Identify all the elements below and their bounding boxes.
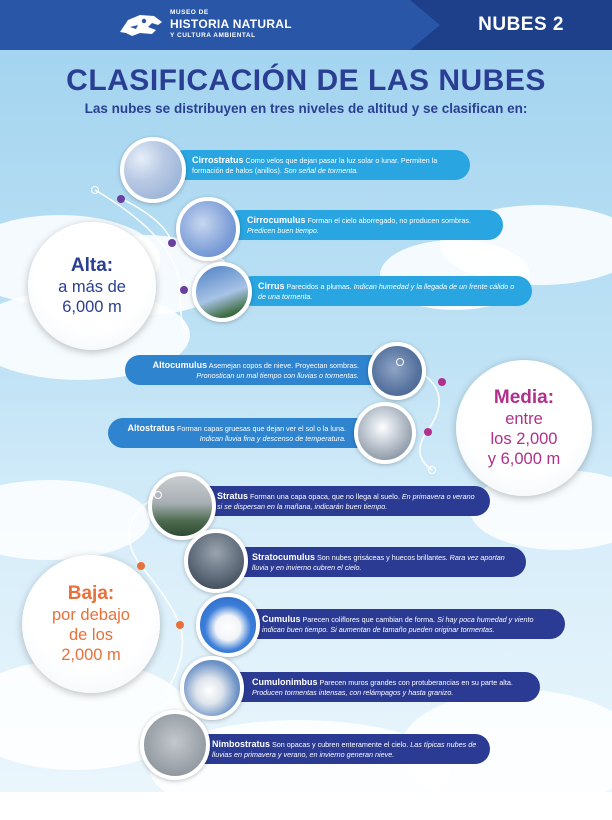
cloud-text: Forman una capa opaca, que no llega al suelo. <box>250 491 400 501</box>
level-baja-title: Baja: <box>67 583 115 604</box>
cloud-description <box>252 677 530 698</box>
cloud-text: Son opacas y cubren enteramente el cielo. <box>272 739 409 749</box>
connector-dot <box>154 491 162 499</box>
cloud-name: Stratus <box>217 490 249 501</box>
cloud-name: Nimbostratus <box>212 738 271 749</box>
cloud-description <box>217 491 480 512</box>
connector-dot <box>438 378 446 386</box>
cloud-name: Cumulonimbus <box>252 676 318 687</box>
level-alta-circle <box>28 222 156 350</box>
cloud-description <box>192 155 460 176</box>
cloud-card-nimbostratus <box>190 734 490 764</box>
cloud-italic: Indican lluvia fina y descenso de temperatura. <box>199 433 346 443</box>
cirrocumulus-photo <box>176 197 240 261</box>
cloud-italic: Son señal de tormenta. <box>283 165 359 175</box>
cloud-italic: Las típicas nubes de lluvias en primavera y verano, en invierno generan nieve. <box>212 739 477 759</box>
level-baja-desc: de los <box>68 626 114 644</box>
altostratus-photo <box>354 402 416 464</box>
logo-line-1: MUSEO DE <box>170 9 209 16</box>
cloud-description <box>247 215 493 236</box>
logo-line-3: Y CULTURA AMBIENTAL <box>170 32 256 39</box>
cloud-text: Parecen coliflores que cambian de forma. <box>302 614 436 624</box>
cloud-card-cirrus <box>238 276 532 306</box>
cloud-italic: Indican humedad y la llegada de un frente cálido o de una tormenta. <box>258 281 515 301</box>
cloud-name: Cirrostratus <box>192 154 244 165</box>
cloud-card-cirrocumulus <box>225 210 503 240</box>
level-media-desc: los 2,000 <box>490 430 558 448</box>
level-baja-desc: por debajo <box>52 606 130 624</box>
level-baja-desc: 2,000 m <box>61 646 121 664</box>
page-subtitle: Las nubes se distribuyen en tres niveles de altitud y se clasifican en: <box>84 101 528 116</box>
page-title: CLASIFICACIÓN DE LAS NUBES <box>66 64 546 97</box>
cloud-card-cirrostratus <box>170 150 470 180</box>
cloud-italic: Si hay poca humedad y viento indican buen tiempo. Si aumentan de tamaño pueden originar tormentas. <box>262 614 534 634</box>
cloud-text: Como velos que dejan pasar la luz solar o lunar. Permiten la formación de halos (anillos). <box>192 155 438 175</box>
cloud-italic: En primavera o verano si se dispersan en la mañana, indicarán buen tiempo. <box>217 491 475 511</box>
cloud-card-cumulus <box>240 609 565 639</box>
cloud-card-altocumulus <box>125 355 395 385</box>
connector-dot <box>168 239 176 247</box>
level-baja-circle <box>22 555 160 693</box>
connector-dot <box>424 428 432 436</box>
cloud-italic: Rara vez aportan lluvia y en invierno cubren el cielo. <box>252 552 505 572</box>
cloud-name: Stratocumulus <box>252 551 316 562</box>
logo-line-2: HISTORIA NATURAL <box>170 17 292 31</box>
cloud-text: Parecidos a plumas. <box>286 281 352 291</box>
connector-dot <box>181 326 189 334</box>
cloud-name: Altostratus <box>127 422 175 433</box>
cumulus-photo <box>196 593 260 657</box>
cloud-card-stratocumulus <box>230 547 526 577</box>
cirrostratus-photo <box>120 137 186 203</box>
cloud-description <box>258 281 522 302</box>
cloud-card-stratus <box>195 486 490 516</box>
nimbostratus-photo <box>140 710 210 780</box>
connector-dot <box>137 562 145 570</box>
cloud-description <box>137 360 359 381</box>
connector-dot <box>117 195 125 203</box>
cloud-card-cumulonimbus <box>222 672 540 702</box>
cloud-text: Forman el cielo aborregado, no producen sombras. <box>307 215 471 225</box>
cirrus-photo <box>192 262 252 322</box>
connector-dot <box>91 186 99 194</box>
connector-dot <box>180 286 188 294</box>
altocumulus-photo <box>368 342 426 400</box>
cloud-text: Asemejan copos de nieve. Proyectan sombras. <box>208 360 359 370</box>
cloud-description <box>262 614 555 635</box>
page-badge: NUBES 2 <box>478 14 564 35</box>
cloud-text: Son nubes grisáceas y huecos brillantes. <box>317 552 448 562</box>
level-alta-desc: 6,000 m <box>62 298 122 316</box>
stratocumulus-photo <box>184 529 248 593</box>
cloud-description <box>212 739 480 760</box>
level-alta-title: Alta: <box>70 255 114 276</box>
cloud-name: Altocumulus <box>152 359 208 370</box>
cloud-italic: Pronostican un mal tiempo con lluvias o tormentas. <box>196 370 359 380</box>
level-media-circle <box>456 360 592 496</box>
cloud-card-altostratus <box>108 418 380 448</box>
cloud-name: Cirrus <box>258 280 285 291</box>
connector-dot <box>396 358 404 366</box>
connector-dot <box>176 621 184 629</box>
cloud-name: Cumulus <box>262 613 301 624</box>
cloud-italic: Predicen buen tiempo. <box>247 225 319 235</box>
level-media-desc: y 6,000 m <box>487 450 561 468</box>
cloud-name: Cirrocumulus <box>247 214 306 225</box>
cloud-description <box>252 552 516 573</box>
level-media-desc: entre <box>505 410 543 428</box>
level-media-title: Media: <box>493 387 555 408</box>
cloud-description <box>120 423 346 444</box>
level-alta-desc: a más de <box>58 278 126 296</box>
connector-dot <box>164 694 172 702</box>
cloud-text: Forman capas gruesas que dejan ver el sol o la luna. <box>176 423 346 433</box>
cloud-text: Parecen muros grandes con protuberancias en su parte alta. <box>319 677 513 687</box>
cloud-italic: Producen tormentas intensas, con relámpagos y hasta granizo. <box>252 687 454 697</box>
cumulonimbus-photo <box>180 656 244 720</box>
connector-dot <box>428 466 436 474</box>
